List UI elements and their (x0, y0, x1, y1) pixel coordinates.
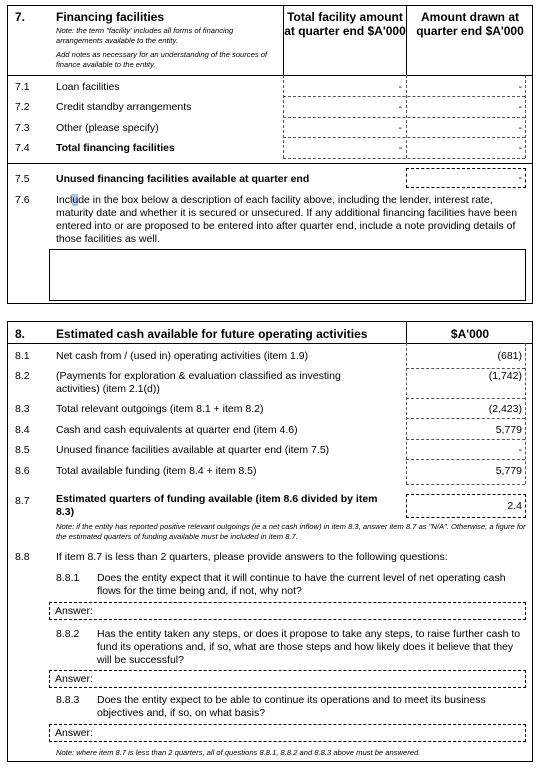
loan-facilities-drawn[interactable]: - (518, 81, 522, 93)
question-8-8-1-text: Does the entity expect that it will continue to have the current level of net operating cash flows for the time being and, if not, why not? (97, 572, 506, 597)
question-8-8-2-text: Has the entity taken any steps, or does it propose to take any steps, to raise further cash to fund its operations and, if so, what are those steps and how likely does it believe that they will be successful? (97, 628, 521, 666)
row-number: 7.1 (15, 81, 30, 93)
row-number: 8.4 (15, 424, 30, 436)
answer-8-8-2-label: Answer: (55, 673, 93, 685)
row-number: 8.2 (15, 370, 30, 382)
unused-finance-value[interactable]: - (518, 444, 522, 456)
cash-equivalents-value[interactable]: 5,779 (495, 424, 522, 436)
row-number: 7.6 (15, 194, 30, 206)
row-label-total-financing: Total financing facilities (56, 142, 175, 154)
row-label-questions-intro: If item 8.7 is less than 2 quarters, please provide answers to the following questions: (56, 551, 448, 563)
section-7-note-sources: Add notes as necessary for an understanding of the sources of finance available to the entity. (56, 50, 268, 69)
question-number: 8.8.2 (56, 628, 80, 640)
section-8-number: 8. (15, 327, 26, 341)
row-7-6-instructions: Include in the box below a description of each facility above, including the lender, interest rate, maturity date and whether it is secured or unsecured. If any additional financing facilities have been entered into or are proposed to be entered into after quarter end, include a note providing details of those facilities as well. (56, 194, 518, 245)
answer-8-8-1-label: Answer: (55, 605, 93, 617)
row-number: 7.5 (15, 173, 30, 185)
row-label-other: Other (please specify) (56, 122, 159, 134)
row-label-total-outgoings: Total relevant outgoings (item 8.1 + item 8.2) (56, 403, 264, 415)
row-number: 8.6 (15, 465, 30, 477)
section-8-title: Estimated cash available for future operating activities (56, 327, 368, 341)
row-number: 8.8 (15, 551, 30, 563)
row-label-net-cash: Net cash from / (used in) operating activities (item 1.9) (56, 350, 309, 362)
section-7-number: 7. (15, 10, 26, 24)
facility-description-textbox[interactable] (49, 249, 526, 301)
other-drawn[interactable]: - (518, 122, 522, 134)
column-amount-drawn: Amount drawn at quarter end $A'000 (416, 10, 524, 38)
answer-8-8-2-field[interactable] (49, 670, 526, 688)
text-cursor-highlight: u (72, 194, 79, 206)
column-total-facility: Total facility amount at quarter end $A'000 (284, 10, 406, 38)
row-label-loan-facilities: Loan facilities (56, 81, 120, 93)
exploration-payments-value[interactable]: (1,742) (488, 370, 522, 382)
question-number: 8.8.1 (56, 572, 80, 584)
row-label-cash-equivalents: Cash and cash equivalents at quarter end (item 4.6) (56, 424, 298, 436)
row-number: 8.3 (15, 403, 30, 415)
total-financing-total[interactable]: - (398, 142, 402, 154)
total-funding-value[interactable]: 5,779 (495, 465, 522, 477)
column-aud-thousands: $A'000 (450, 327, 490, 341)
other-total[interactable]: - (398, 122, 402, 134)
net-cash-value[interactable]: (681) (497, 350, 522, 362)
row-number: 8.5 (15, 444, 30, 456)
row-number: 7.4 (15, 142, 30, 154)
unused-facilities-value: - (518, 172, 522, 184)
quarters-funding-note: Note: if the entity has reported positive relevant outgoings (ie a net cash inflow) in item 8.3, answer item 8.7 as "N/A". Otherwise, a figure for the estimated quarters of funding available must be included in item 8.7. (56, 522, 526, 541)
row-number: 8.7 (15, 495, 30, 507)
question-8-8-3-text: Does the entity expect to be able to continue its operations and to meet its business objectives and, if so, on what basis? (97, 694, 486, 719)
answer-8-8-3-label: Answer: (55, 727, 93, 739)
row-label-total-funding: Total available funding (item 8.4 + item 8.5) (56, 465, 257, 477)
section-7-note-facility: Note: the term "facility' includes all forms of financing arrangements available to the entity. (56, 26, 234, 45)
section-8-footnote: Note: where item 8.7 is less than 2 quarters, all of questions 8.8.1, 8.8.2 and 8.8.3 above must be answered. (56, 748, 421, 757)
section-7-title: Financing facilities (56, 10, 165, 24)
total-financing-drawn[interactable]: - (518, 142, 522, 154)
quarters-funding-value: 2.4 (507, 500, 522, 512)
row-number: 8.1 (15, 350, 30, 362)
total-outgoings-value[interactable]: (2,423) (488, 403, 522, 415)
row-number: 7.2 (15, 101, 30, 113)
row-number: 7.3 (15, 122, 30, 134)
question-number: 8.8.3 (56, 694, 80, 706)
row-label-exploration-payments: (Payments for exploration & evaluation classified as investing activities) (item 2.1(d)) (56, 370, 341, 395)
answer-8-8-3-field[interactable] (49, 724, 526, 742)
row-label-unused-facilities: Unused financing facilities available at quarter end (56, 173, 310, 185)
row-label-quarters-funding: Estimated quarters of funding available (item 8.6 divided by item 8.3) (56, 493, 378, 518)
credit-standby-drawn[interactable]: - (518, 101, 522, 113)
answer-8-8-1-field[interactable] (49, 602, 526, 620)
row-label-credit-standby: Credit standby arrangements (56, 101, 192, 113)
row-label-unused-finance: Unused finance facilities available at quarter end (item 7.5) (56, 444, 330, 456)
loan-facilities-total[interactable]: - (398, 81, 402, 93)
credit-standby-total[interactable]: - (398, 101, 402, 113)
